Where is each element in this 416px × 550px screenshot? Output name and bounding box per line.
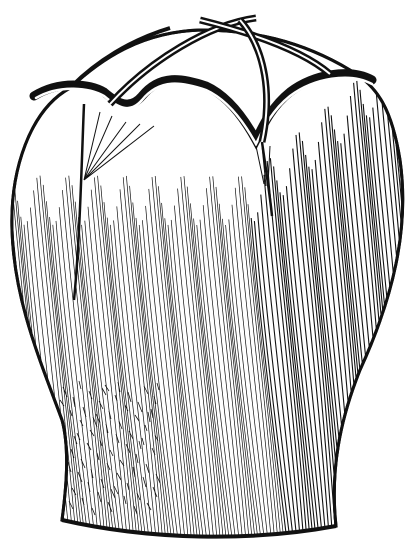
hatch-line [0, 222, 8, 550]
stipple-mark [40, 380, 42, 386]
stipple-mark [53, 507, 56, 517]
stipple-mark [52, 468, 54, 475]
hatch-line [408, 43, 416, 550]
hatch-line [0, 216, 1, 550]
block-outline [12, 30, 403, 537]
hatch-line [405, 63, 416, 550]
stipple-mark [51, 429, 55, 438]
hatch-line [402, 81, 416, 550]
stipple-mark [61, 439, 63, 448]
stipple-mark [45, 445, 49, 451]
stipple-mark [42, 458, 46, 465]
stipple-mark [56, 494, 59, 503]
hatch-line [0, 208, 11, 550]
stipple-mark [55, 455, 57, 461]
stipple-mark [59, 491, 62, 499]
stipple-mark [54, 416, 58, 424]
hatch-line [0, 225, 4, 550]
block-body [0, 17, 416, 550]
stipple-mark [41, 419, 44, 428]
hatch-line [411, 31, 416, 550]
stipple-mark [44, 406, 47, 414]
stipple-mark [43, 497, 45, 507]
stipple-mark [46, 484, 48, 493]
